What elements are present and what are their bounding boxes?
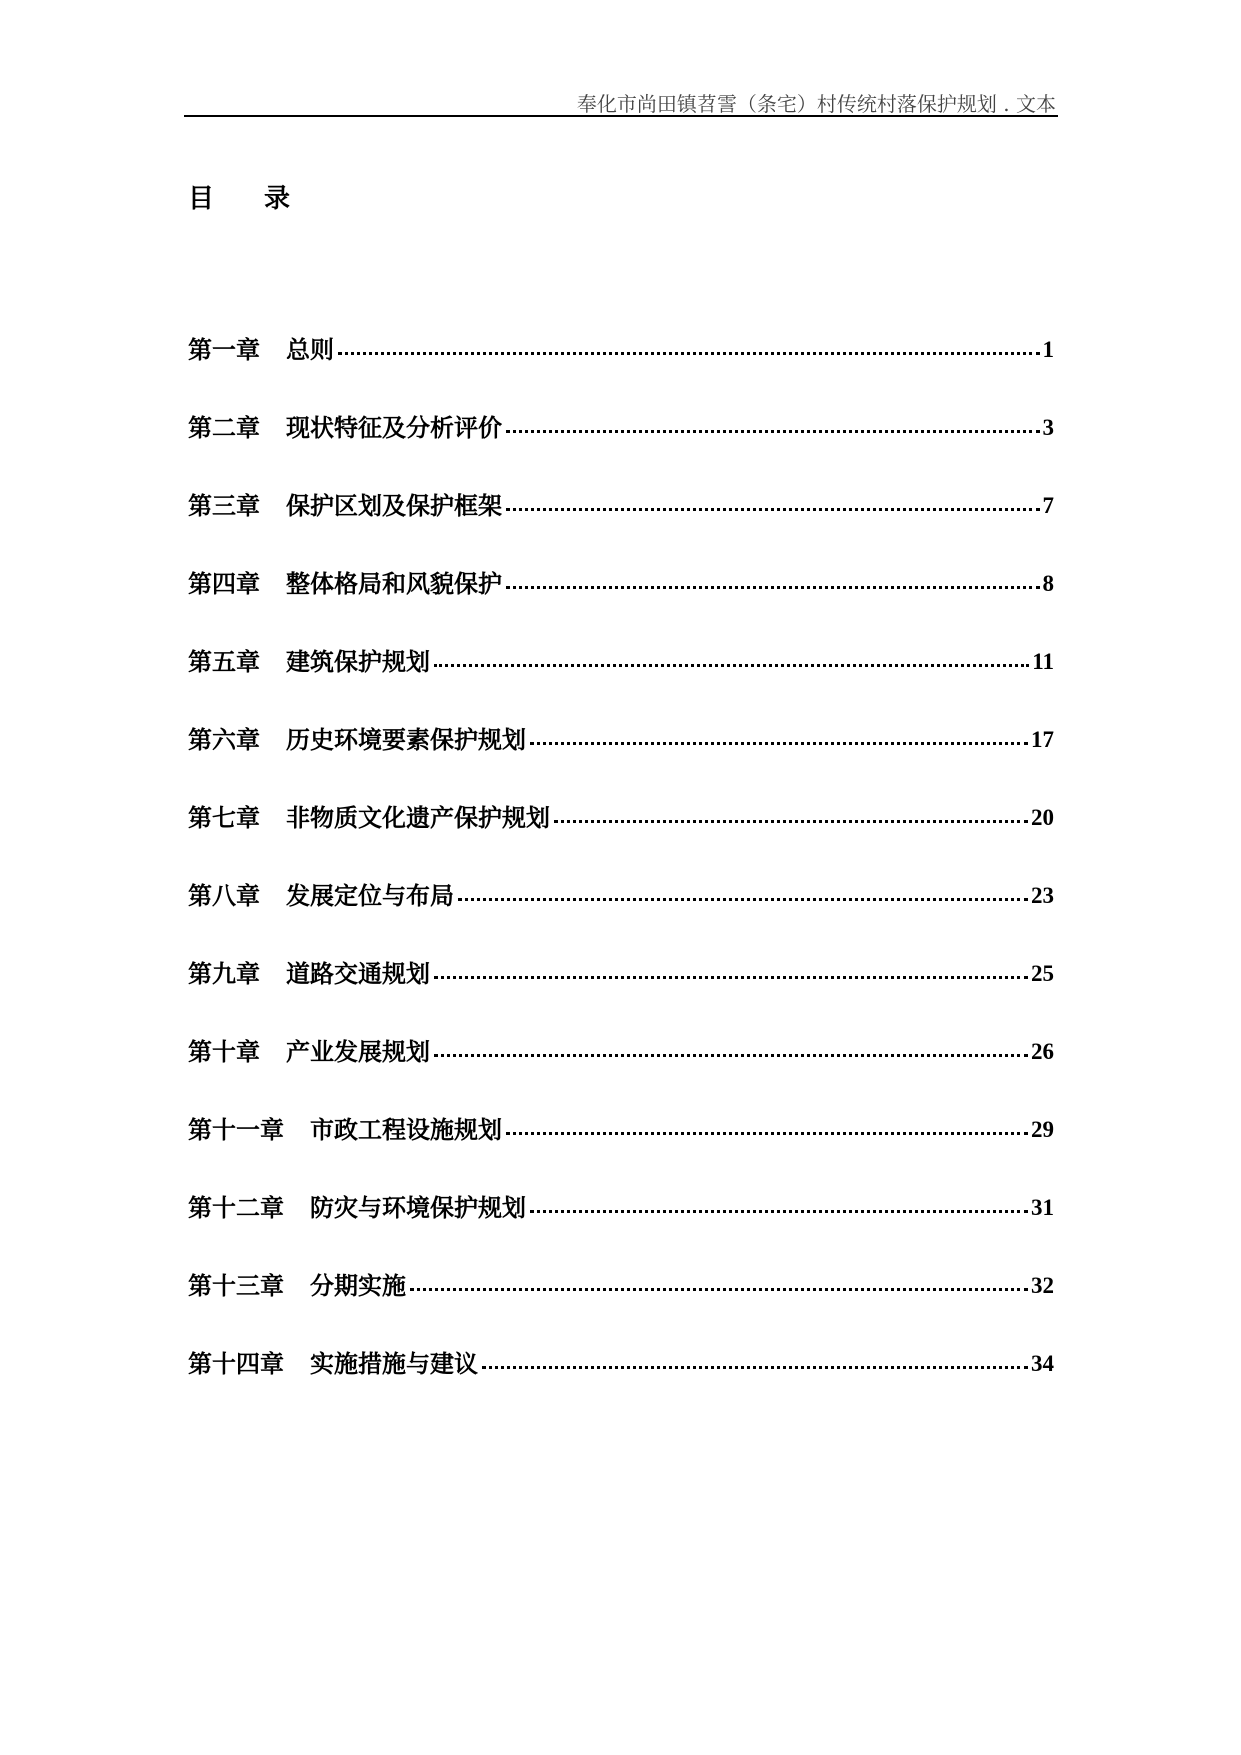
chapter-title: 道路交通规划 xyxy=(286,960,430,988)
toc-entry[interactable] xyxy=(188,879,1054,957)
dot-leader xyxy=(506,508,1040,511)
chapter-title: 总则 xyxy=(286,336,334,364)
chapter-title: 建筑保护规划 xyxy=(286,648,430,676)
chapter-number: 第十二章 xyxy=(188,1194,284,1222)
chapter-number: 第九章 xyxy=(188,960,260,988)
toc-entry[interactable] xyxy=(188,411,1054,489)
chapter-title: 历史环境要素保护规划 xyxy=(286,726,526,754)
chapter-title: 非物质文化遗产保护规划 xyxy=(286,804,550,832)
header-rule xyxy=(184,115,1058,117)
page-number: 23 xyxy=(1031,883,1054,908)
page-number: 17 xyxy=(1031,727,1054,752)
chapter-number: 第十章 xyxy=(188,1038,260,1066)
dot-leader xyxy=(506,1132,1028,1135)
page-number: 25 xyxy=(1031,961,1054,986)
toc-entry[interactable] xyxy=(188,645,1054,723)
chapter-number: 第三章 xyxy=(188,492,260,520)
chapter-number: 第七章 xyxy=(188,804,260,832)
dot-leader xyxy=(482,1366,1028,1369)
chapter-title: 发展定位与布局 xyxy=(286,882,454,910)
toc-entry[interactable] xyxy=(188,333,1054,411)
chapter-title: 市政工程设施规划 xyxy=(310,1116,502,1144)
dot-leader xyxy=(458,898,1028,901)
chapter-title: 防灾与环境保护规划 xyxy=(310,1194,526,1222)
dot-leader xyxy=(338,352,1040,355)
toc-entry[interactable] xyxy=(188,1113,1054,1191)
chapter-title: 现状特征及分析评价 xyxy=(286,414,502,442)
chapter-number: 第十三章 xyxy=(188,1272,284,1300)
page-number: 34 xyxy=(1031,1351,1054,1376)
page-number: 1 xyxy=(1042,337,1054,362)
toc-entry[interactable] xyxy=(188,1269,1054,1347)
chapter-number: 第十四章 xyxy=(188,1350,284,1378)
chapter-number: 第六章 xyxy=(188,726,260,754)
chapter-number: 第四章 xyxy=(188,570,260,598)
chapter-number: 第五章 xyxy=(188,648,260,676)
page-number: 26 xyxy=(1031,1039,1054,1064)
dot-leader xyxy=(530,1210,1028,1213)
page-number: 8 xyxy=(1042,571,1054,596)
chapter-title: 实施措施与建议 xyxy=(310,1350,478,1378)
toc-entry[interactable] xyxy=(188,567,1054,645)
toc-entry[interactable] xyxy=(188,489,1054,567)
dot-leader xyxy=(506,586,1040,589)
dot-leader xyxy=(530,742,1028,745)
chapter-number: 第二章 xyxy=(188,414,260,442)
page-number: 32 xyxy=(1031,1273,1054,1298)
page-number: 3 xyxy=(1042,415,1054,440)
chapter-number: 第十一章 xyxy=(188,1116,284,1144)
dot-leader xyxy=(554,820,1028,823)
page-number: 11 xyxy=(1032,649,1054,674)
page-number: 7 xyxy=(1042,493,1054,518)
chapter-number: 第一章 xyxy=(188,336,260,364)
dot-leader xyxy=(434,976,1028,979)
page-number: 29 xyxy=(1031,1117,1054,1142)
toc-heading-left: 目 xyxy=(188,184,215,214)
toc-entry[interactable] xyxy=(188,1035,1054,1113)
chapter-title: 整体格局和风貌保护 xyxy=(286,570,502,598)
page-number: 31 xyxy=(1031,1195,1054,1220)
dot-leader xyxy=(434,1054,1028,1057)
toc-entry[interactable] xyxy=(188,801,1054,879)
running-header: 奉化市尚田镇苕霅（条宅）村传统村落保护规划 . 文本 xyxy=(576,92,1056,116)
chapter-number: 第八章 xyxy=(188,882,260,910)
page-number: 20 xyxy=(1031,805,1054,830)
chapter-title: 分期实施 xyxy=(310,1272,406,1300)
toc-heading xyxy=(188,178,290,215)
chapter-title: 产业发展规划 xyxy=(286,1038,430,1066)
toc-entry[interactable] xyxy=(188,723,1054,801)
toc-heading-right: 录 xyxy=(264,184,291,214)
toc-entry[interactable] xyxy=(188,1191,1054,1269)
dot-leader xyxy=(506,430,1040,433)
table-of-contents xyxy=(188,333,1054,1425)
toc-entry[interactable] xyxy=(188,1347,1054,1425)
toc-entry[interactable] xyxy=(188,957,1054,1035)
dot-leader xyxy=(410,1288,1028,1291)
chapter-title: 保护区划及保护框架 xyxy=(286,492,502,520)
dot-leader xyxy=(434,664,1029,667)
